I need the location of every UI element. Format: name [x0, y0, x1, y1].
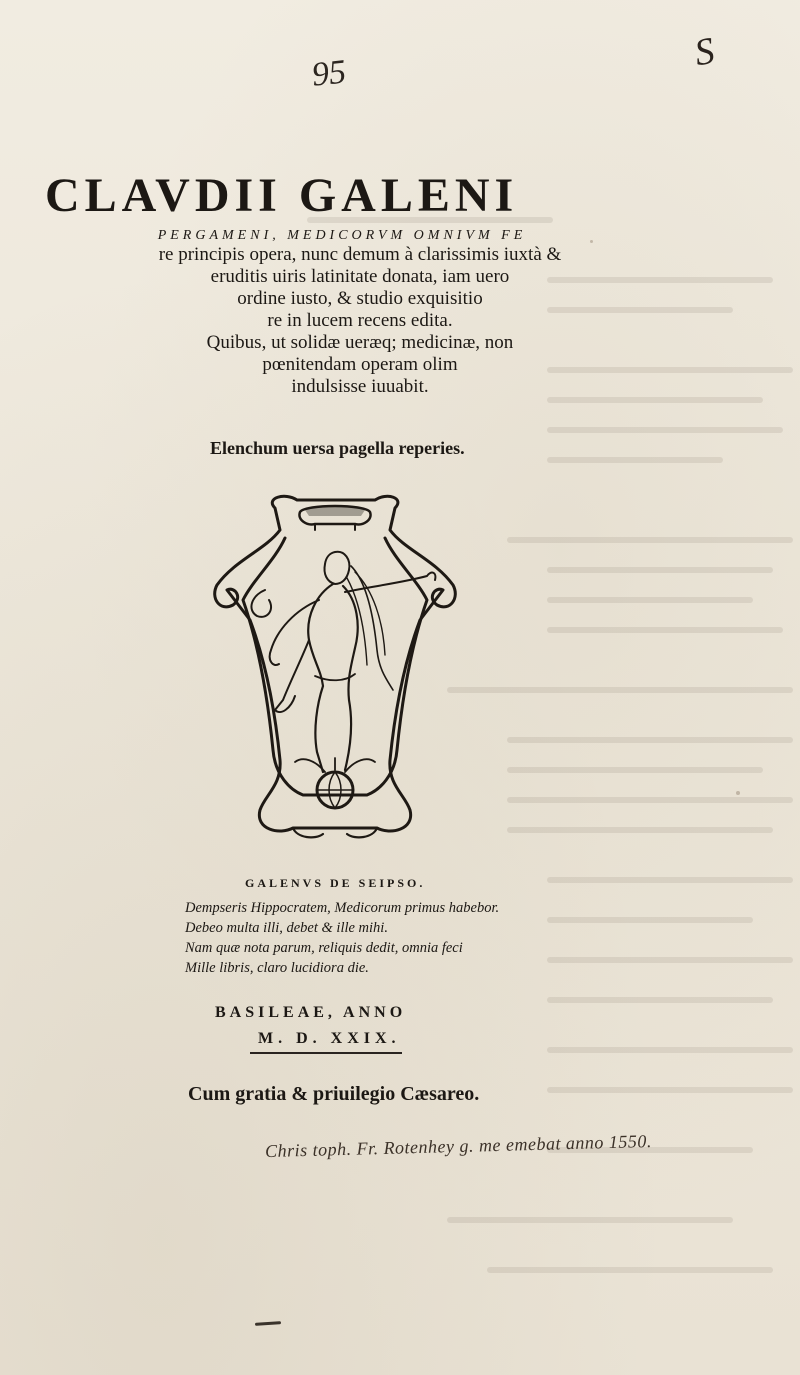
title-description: [130, 244, 590, 398]
printers-device-woodcut: [205, 490, 465, 845]
epigram-line: Mille libris, claro lucidiora die.: [185, 960, 369, 976]
title-author: CLAVDII GALENI: [45, 169, 519, 222]
folio-number: 95: [310, 53, 348, 94]
description-line: eruditis uiris latinitate donata, iam uero: [210, 266, 510, 287]
description-line: indulsisse iuuabit.: [291, 376, 429, 397]
epigram: [185, 898, 499, 978]
epigram-line: Debeo multa illi, debet & ille mihi.: [185, 920, 388, 936]
description-line: pœnitendam operam olim: [262, 354, 458, 375]
imprint-place: BASILEAE, ANNO: [215, 1004, 407, 1021]
epigram-line: Dempseris Hippocratem, Medicorum primus habebor.: [185, 900, 500, 916]
description-line: Quibus, ut solidæ ueræq; medicinæ, non: [206, 332, 514, 353]
privilege-statement: Cum gratia & priuilegio Cæsareo.: [188, 1083, 480, 1105]
elenchus-note: Elenchum uersa pagella reperies.: [210, 438, 465, 458]
epigram-title: GALENVS DE SEIPSO.: [245, 876, 426, 890]
shelfmark: S: [691, 29, 718, 75]
description-line: ordine iusto, & studio exquisitio: [237, 288, 483, 309]
description-line: re principis opera, nunc demum à clarissimis iuxtà &: [158, 244, 562, 265]
provenance-inscription: Chris toph. Fr. Rotenhey g. me emebat anno 1550.: [264, 1130, 653, 1162]
description-line: re in lucem recens edita.: [267, 310, 453, 331]
title-line-2: PERGAMENI, MEDICORVM OMNIVM FE: [157, 228, 527, 243]
imprint-rule: [250, 1052, 402, 1054]
paper-spot: [736, 791, 740, 795]
epigram-line: Nam quæ nota parum, reliquis dedit, omnia feci: [185, 940, 463, 956]
imprint-year: M. D. XXIX.: [258, 1030, 401, 1047]
